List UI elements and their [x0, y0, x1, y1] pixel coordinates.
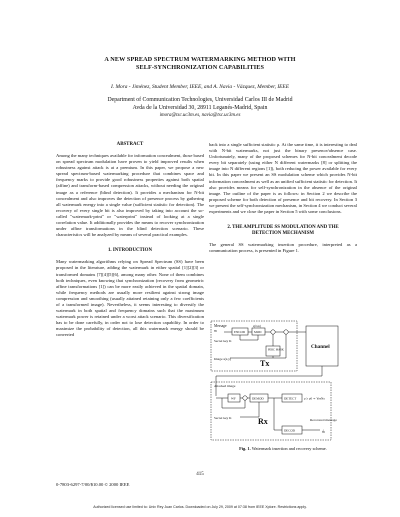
tx-image-label: Image s(x,y) [214, 357, 232, 361]
adder-node [284, 330, 288, 334]
rx-box [211, 382, 331, 440]
title-line-1: A NEW SPREAD SPECTRUM WATERMARKING METHOD WITH [104, 56, 296, 63]
section2-heading [209, 225, 357, 237]
tx-label: Tx [260, 359, 270, 368]
watermark-scheme-diagram [210, 320, 356, 442]
affiliation-address: Avda de la Universidad 30, 28911 Leganés-Madrid, Spain [132, 105, 268, 111]
decoder-label: DECOD [284, 428, 295, 433]
introduction-continued-text: back into a single sufficient statistic ρ. At the same time, it is interesting to deal with N-bit watermarks, not just the binary presence/absence case. Unfortunately, many of the proposed schemes for N-bit concealment decode every bit separately (using either N different watermarks [8] or splitting the image into N different regions [1]), both reducing the power available for every bit. In this paper we present an SS modulation scheme which provides N-bit information concealment as well as an unified sufficient statistic for detection. It also provides means for self-synchronization in the absence of the original image. The outline of the paper is as follows: in Section 2 we describe the proposed scheme for both detection of presence and bit recovery. In Section 3 we present the self-synchronization mechanism, in Section 4 we conduct several experiments and we close the paper in Section 5 with some conclusions. [209, 142, 357, 215]
tx-secret-key-label: Secret key K [214, 339, 232, 343]
tx-box [211, 321, 297, 371]
figure-caption-label: Fig. 1. [239, 446, 251, 451]
title-line-2: SELF-SYNCHRONIZATION CAPABILITIES [135, 64, 265, 71]
figure-caption-text: Watermark insertion and recovery scheme. [251, 446, 327, 451]
tx-m-label: m [214, 329, 217, 333]
multiplier-node [271, 330, 275, 334]
section2-text: The general SS watermarking insertion procedure, interpreted as a communication process, is presented in Figure 1. [209, 242, 357, 254]
affiliation-department: Department of Communication Technologies, Universidad Carlos III de Madrid [107, 97, 293, 103]
affiliation [20, 96, 380, 120]
presence-decision-label: ρ ≥ ρ0 ⇒ YesNo [304, 396, 325, 401]
detector-label: DETECT [284, 396, 297, 401]
authors: I. Mora - Jiménez, Student Member, IEEE, and A. Navia - Vázquez, Member, IEEE [110, 84, 290, 90]
wiener-filter-label: WF [231, 396, 236, 401]
rx-label: Rx [258, 417, 268, 426]
right-column [209, 142, 357, 258]
tx-smk-label: s(m,k) [253, 324, 261, 328]
page-number: 415 [196, 472, 204, 477]
section2-heading-line-2: DETECTION MECHANISM [251, 231, 315, 237]
rx-recovered-label: Recovered message [310, 418, 337, 422]
author-emails: imora@tsc.uc3m.es, navia@tsc.uc3m.es [159, 113, 241, 118]
figure-caption [210, 446, 356, 452]
rx-attacked-label: Attacked image [214, 384, 236, 388]
abstract-heading: ABSTRACT [116, 142, 144, 147]
abstract-text: Among the many techniques available for information concealment, those based on spread spectrum modulation have proven to yield improved results when robustness against attack is at a premium. In this paper, we propose a new spread spectrum-based watermarking procedure that combines space and frequency marks to provide good robustness properties against both spatial (affine) and transform-based compression attacks, without needing the original image as a reference (blind detection). It provides a mechanism for N-bit concealment and also improves the detection of presence process by gathering all watermark energy into a single value (sufficient statistic for detection). The recovery of every single bit is also improved by taking into account the so-called "watermark-print" or "waterprint" instead of looking at a single correlation value. It additionally provides the means to recover synchronization under affine transformations in the blind detection scenario. These characteristics will be analyzed by means of several practical examples. [56, 153, 204, 238]
left-column [56, 142, 204, 343]
perceptual-mask-label: PERC MASK [268, 348, 284, 352]
demodulator-label: DEMOD [252, 396, 264, 401]
modulator-label: MOD [254, 330, 262, 334]
channel-label: Channel [311, 344, 330, 350]
rx-mhat-label: m̂ [322, 430, 325, 434]
tx-message-label: Message [214, 324, 227, 328]
figure-1 [210, 320, 356, 442]
encoder-label: ENCOD [234, 330, 245, 334]
section2-heading-line-1: 2. THE AMPLITUDE SS MODULATION AND THE [227, 225, 339, 231]
isbn-copyright: 0-7803-6297-7/00/$10.00 © 2000 IEEE [56, 482, 130, 487]
paper-title [40, 56, 360, 72]
introduction-heading: 1. INTRODUCTION [107, 248, 153, 254]
rx-subtract-node [243, 396, 247, 400]
rx-secret-key-label: Secret key K [214, 416, 232, 420]
introduction-text: Many watermarking algorithms relying on Spread Spectrum (SS) have been proposed in the literature, adding the watermark in either spatial [1][2][3] or transformed domains [7][4][5][6], among many other. None of them combines both techniques, even knowing that synchronization (recovery from geometric affine transformations [1]) can be more easily achieved in the spatial domain, while frequency methods are usually more resilient against strong image compression and smoothing (usually attained retaining only a few coefficients of a transformed image). Nevertheless, it seems interesting to diversify the watermark in both spatial and frequency domains such that the maximum watermark power is retained under a worst attack scenario. This diversification has to be done carefully, in order not to lose detection capability. In order to maximize the probability of detection, all this watermark energy should be converted [56, 259, 204, 338]
license-notice: Authorized licensed use limited to: Univ Rey Juan Carlos. Downloaded on July 29, 2009 at 07:38 from IEEE Xplore. Restrictions apply. [93, 505, 307, 509]
